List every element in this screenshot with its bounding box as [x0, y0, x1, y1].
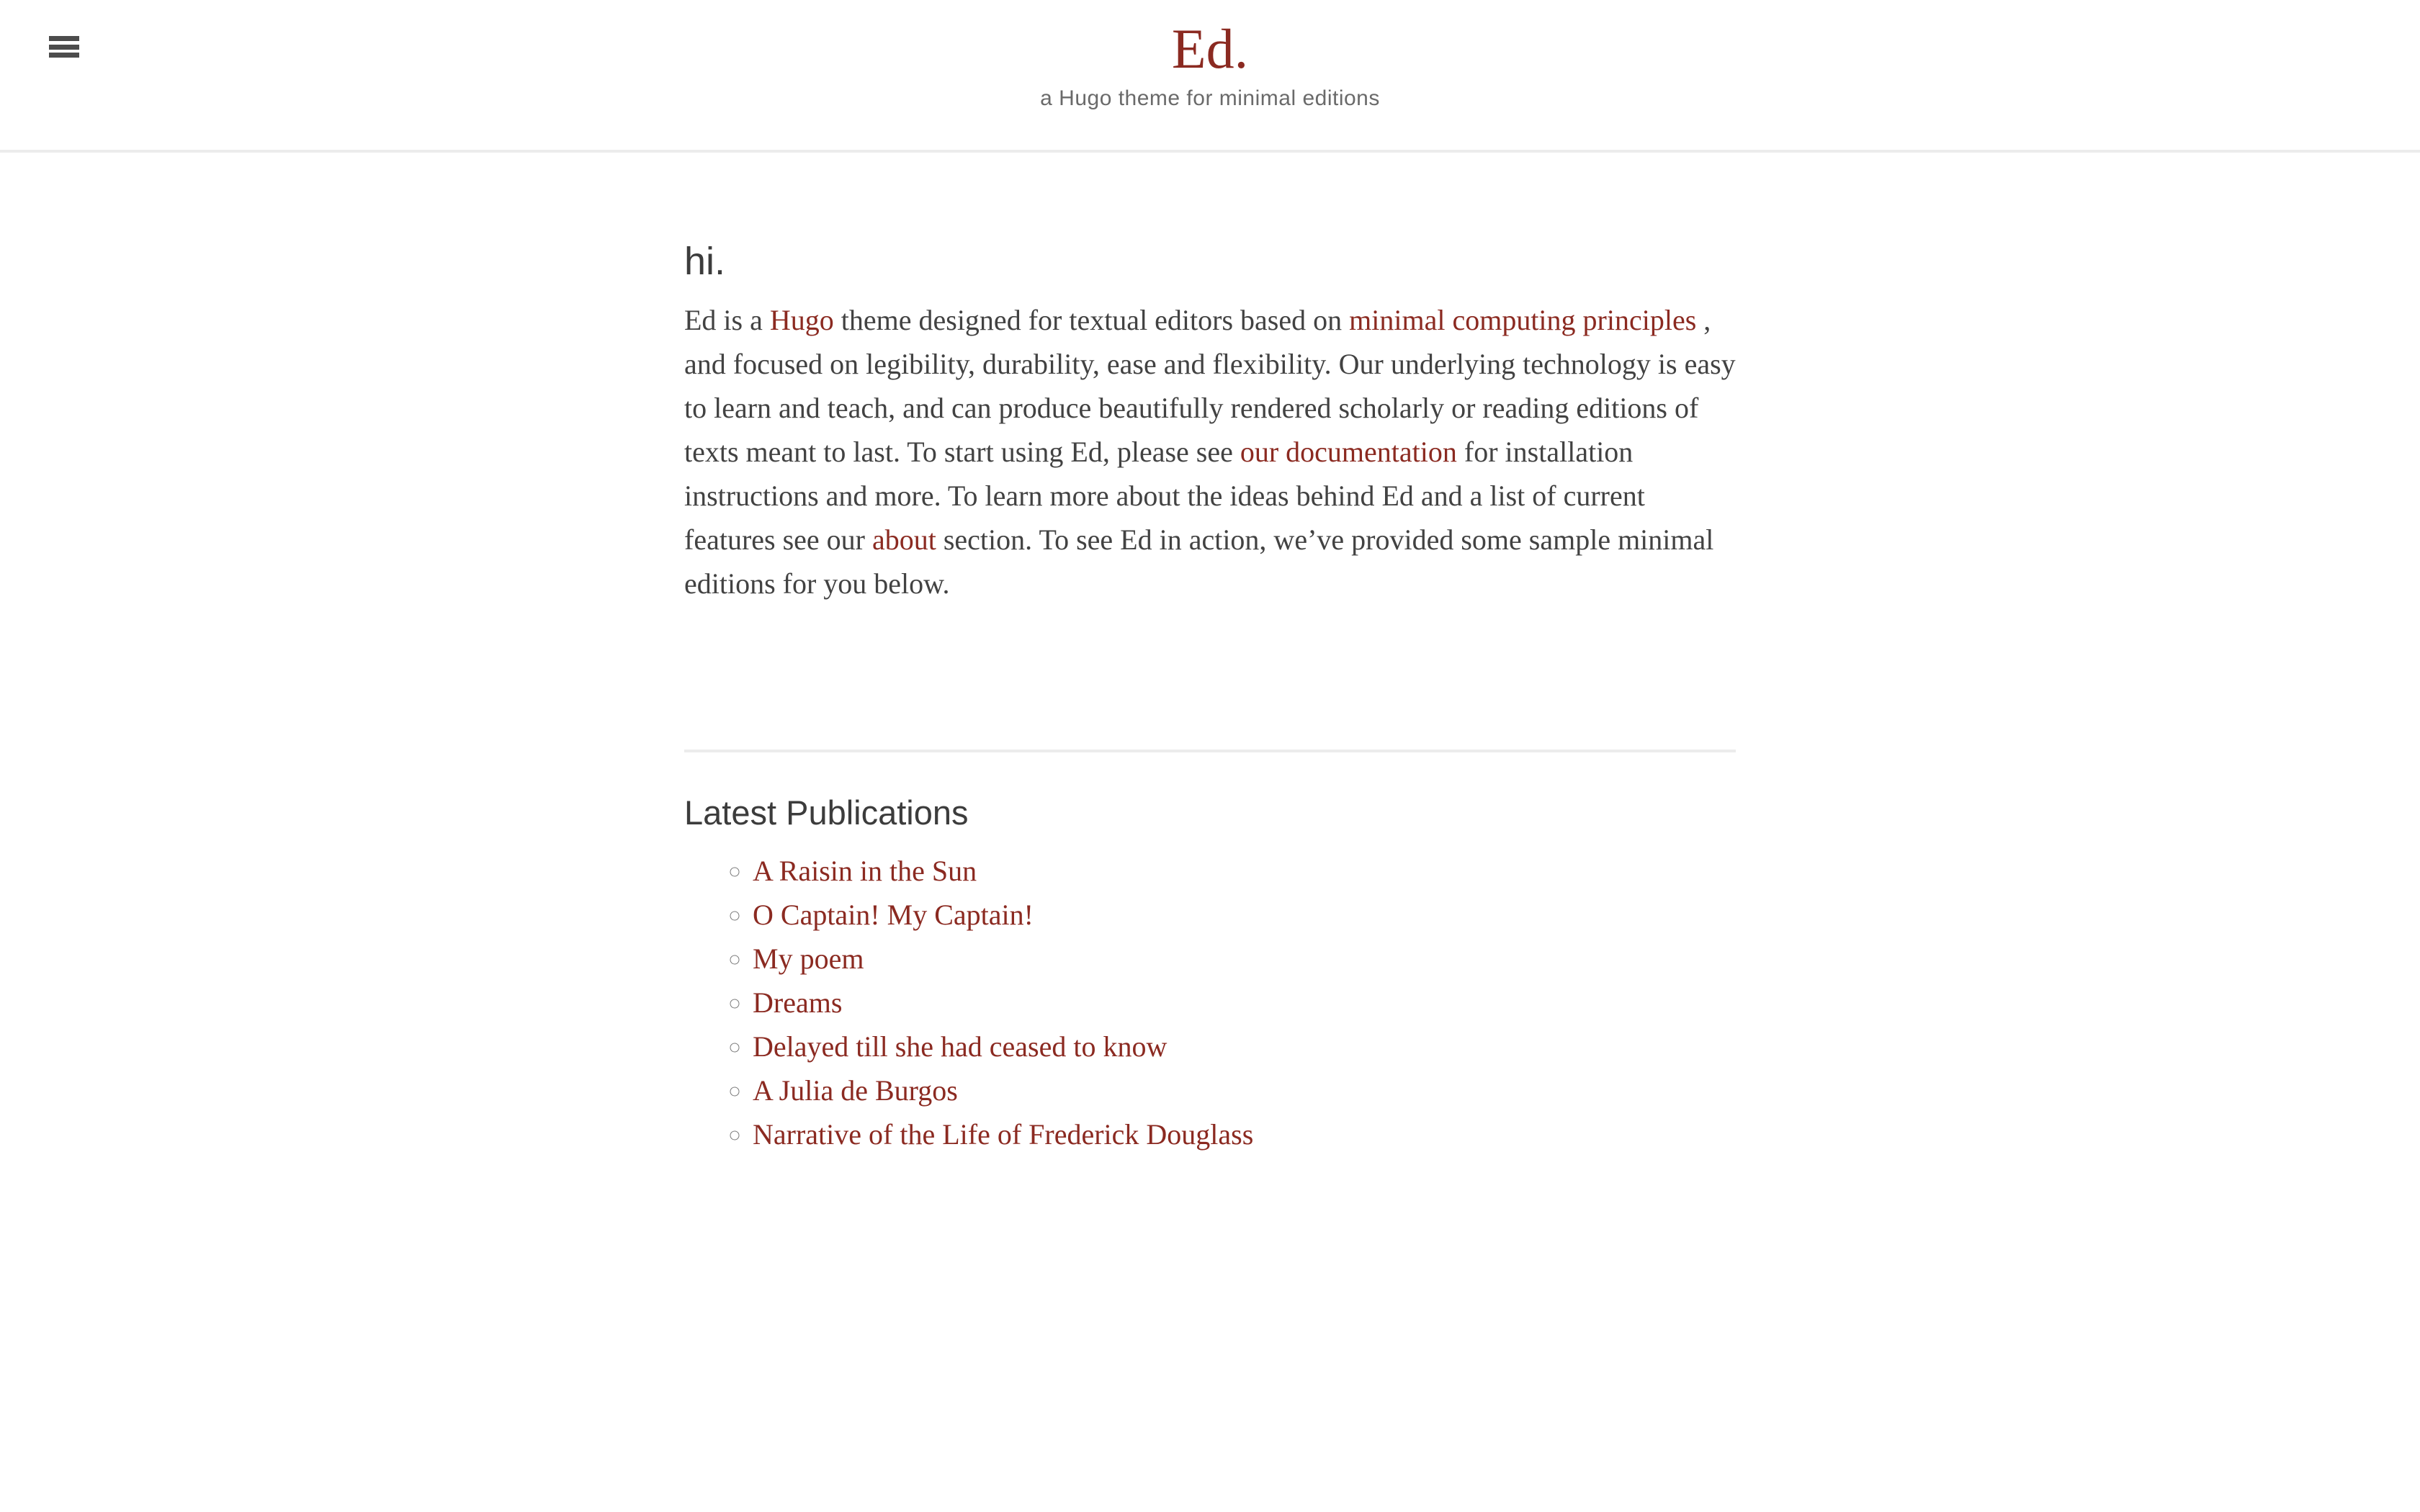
publication-link[interactable]: Narrative of the Life of Frederick Douglass: [753, 1118, 1254, 1151]
site-title[interactable]: Ed.: [1171, 17, 1249, 80]
hamburger-icon: [49, 53, 79, 58]
publication-link[interactable]: Delayed till she had ceased to know: [753, 1030, 1168, 1063]
page-title: hi.: [684, 240, 726, 283]
publication-link[interactable]: A Julia de Burgos: [753, 1074, 958, 1107]
publication-link[interactable]: O Captain! My Captain!: [753, 899, 1034, 931]
list-item: [753, 981, 1736, 1025]
inline-link[interactable]: minimal computing principles: [1349, 304, 1697, 336]
hamburger-icon: [49, 45, 79, 50]
intro-paragraph: Ed is a Hugo theme designed for textual editors based on minimal computing principles , and focused on legibility, durability, ease and flexibility. Our underlying technology is easy to learn and teach, and can produce beautifully rendered scholarly or reading editions of texts meant to last. To start using Ed, please see our documentation for installation instructions and more. To learn more about the ideas behind Ed and a list of current features see our about section. To see Ed in action, we’ve provided some sample minimal editions for you below.: [684, 304, 1736, 600]
list-item: [753, 1112, 1736, 1156]
site-header: [0, 0, 2420, 153]
publication-link[interactable]: Dreams: [753, 986, 843, 1019]
section-divider: [684, 750, 1736, 752]
hamburger-icon: [49, 36, 79, 41]
main-content: [684, 239, 1736, 1156]
publication-link[interactable]: A Raisin in the Sun: [753, 855, 977, 887]
site-subtitle: a Hugo theme for minimal editions: [1040, 86, 1380, 110]
menu-button[interactable]: [49, 36, 79, 58]
inline-link[interactable]: our documentation: [1240, 436, 1457, 468]
list-item: [753, 1068, 1736, 1112]
list-item: [753, 893, 1736, 937]
inline-link[interactable]: Hugo: [769, 304, 834, 336]
list-item: [753, 849, 1736, 893]
list-item: [753, 1025, 1736, 1068]
latest-publications-heading: Latest Publications: [684, 793, 969, 832]
publication-link[interactable]: My poem: [753, 942, 864, 975]
publications-list: [684, 849, 1736, 1156]
inline-link[interactable]: about: [871, 523, 936, 556]
list-item: [753, 937, 1736, 981]
